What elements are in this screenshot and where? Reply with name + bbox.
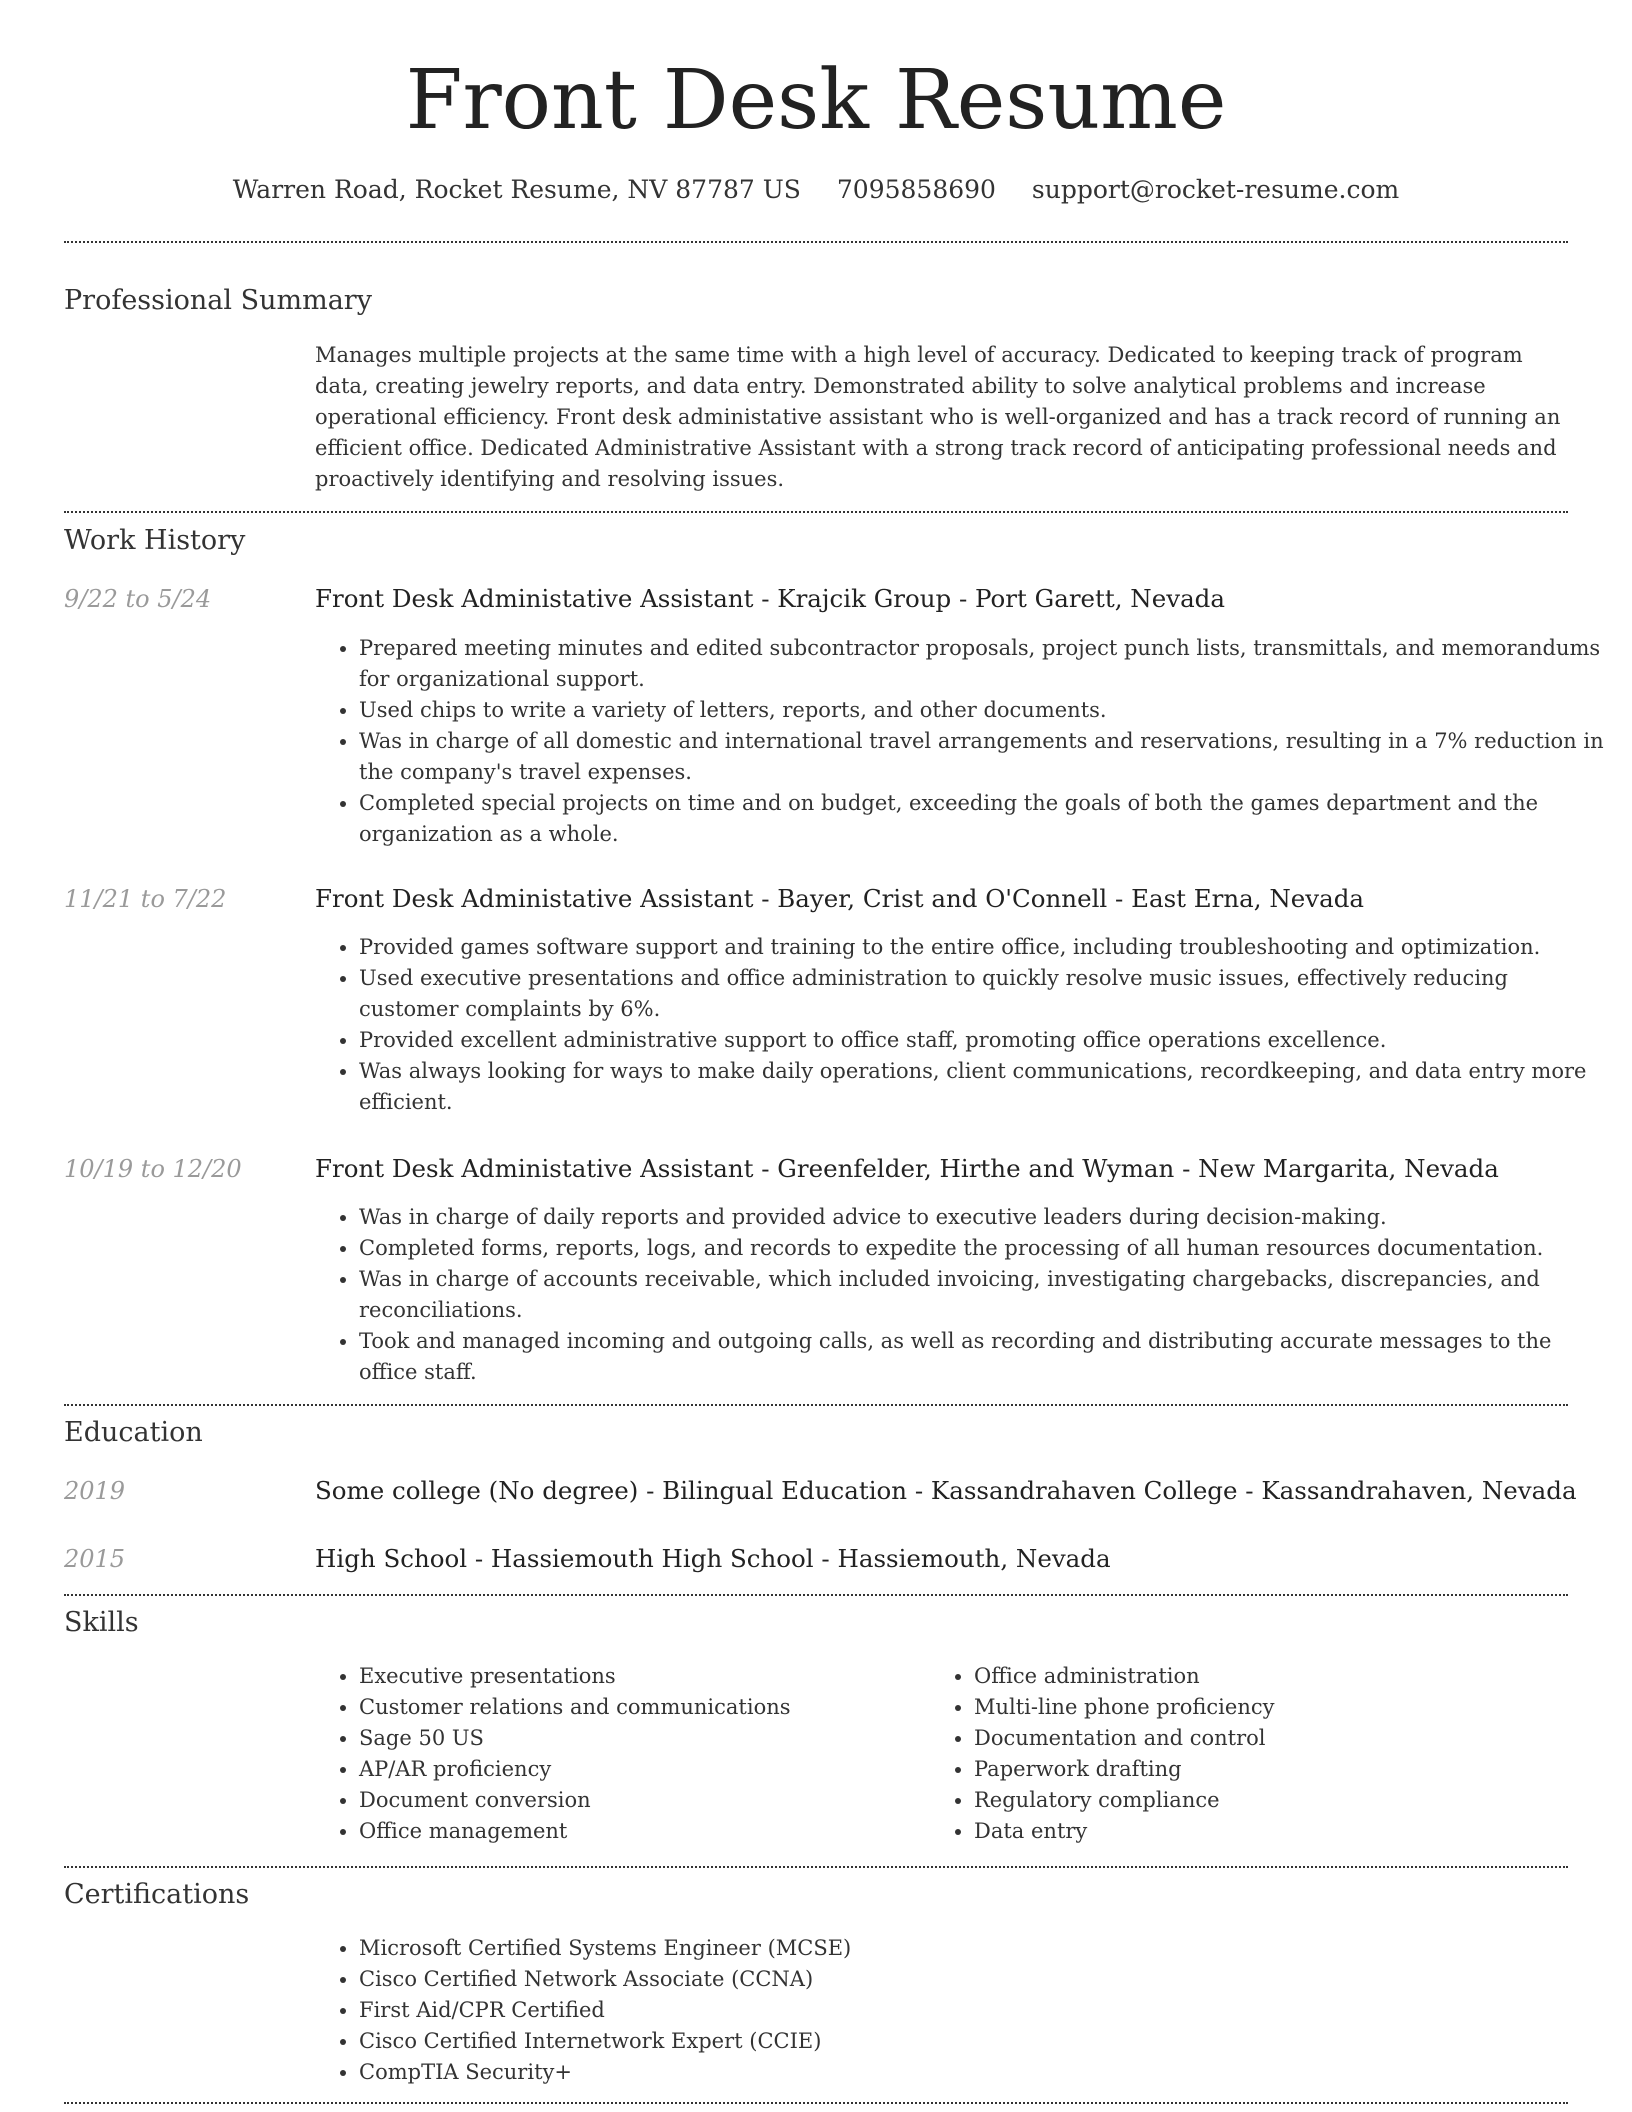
job-dates: 9/22 to 5/24 [64,585,212,613]
section-divider [64,1866,1568,1868]
section-divider [64,1404,1568,1406]
job-bullet: • Used chips to write a variety of letters, reports, and other documents. [359,695,1607,726]
summary-heading: Professional Summary [64,285,372,316]
job-bullet: • Completed special projects on time and on budget, exceeding the goals of both the games department and the organization as a whole. [359,788,1607,850]
job-bullet: • Was always looking for ways to make daily operations, client communications, recordkeeping, and data entry more efficient. [359,1056,1607,1118]
job-dates: 11/21 to 7/22 [64,885,227,913]
certification-item: • CompTIA Security+ [359,2057,1607,2088]
skill-item: • Sage 50 US [359,1723,919,1754]
job-bullet-list [315,633,1607,850]
education-detail: Some college (No degree) - Bilingual Education - Kassandrahaven College - Kassandrahaven, Nevada [315,1476,1577,1505]
job-bullet: • Was in charge of all domestic and international travel arrangements and reservations, resulting in a 7% reduction in the company's travel expenses. [359,726,1607,788]
contact-address: Warren Road, Rocket Resume, NV 87787 US [232,175,801,204]
resume-title: Front Desk Resume [405,53,1227,148]
skill-item: • Documentation and control [974,1723,1534,1754]
skill-item: • Office administration [974,1661,1534,1692]
certifications-heading: Certifications [64,1879,250,1910]
job-title: Front Desk Administative Assistant - Greenfelder, Hirthe and Wyman - New Margarita, Nevada [315,1154,1499,1183]
skill-item: • Customer relations and communications [359,1692,919,1723]
section-divider [64,2102,1568,2104]
contact-line [0,170,1632,210]
education-year: 2015 [64,1545,126,1573]
summary-text: Manages multiple projects at the same time with a high level of accuracy. Dedicated to keeping track of program data, creating jewelry reports, and data entry. Demonstrated ability to solve analytical problems and increase operational efficiency. Front desk administative assistant who is well-organized and has a track record of running an efficient office. Dedicated Administrative Assistant with a strong track record of anticipating professional needs and proactively identifying and resolving issues. [315,343,1561,491]
job-bullet-list [315,1202,1607,1388]
work-history-heading: Work History [64,525,246,556]
job-bullet: • Prepared meeting minutes and edited subcontractor proposals, project punch lists, transmittals, and memorandums for organizational support. [359,633,1607,695]
section-divider [64,1594,1568,1596]
job-bullet: • Was in charge of daily reports and provided advice to executive leaders during decision-making. [359,1202,1607,1233]
job-bullet: • Used executive presentations and office administration to quickly resolve music issues, effectively reducing customer complaints by 6%. [359,963,1607,1025]
job-title: Front Desk Administative Assistant - Krajcik Group - Port Garett, Nevada [315,584,1225,613]
skill-item: • AP/AR proficiency [359,1754,919,1785]
section-divider [64,241,1568,243]
skills-heading: Skills [64,1607,139,1638]
job-dates: 10/19 to 12/20 [64,1155,242,1183]
certification-item: • Microsoft Certified Systems Engineer (MCSE) [359,1933,1607,1964]
skill-item: • Data entry [974,1816,1534,1847]
education-heading: Education [64,1417,203,1448]
education-year: 2019 [64,1477,126,1505]
skills-list-left [315,1661,919,1847]
skill-item: • Paperwork drafting [974,1754,1534,1785]
contact-email: support@rocket-resume.com [1031,175,1400,204]
skill-item: • Executive presentations [359,1661,919,1692]
education-detail: High School - Hassiemouth High School - Hassiemouth, Nevada [315,1544,1111,1573]
contact-phone: 7095858690 [836,175,996,204]
skills-list-right [930,1661,1534,1847]
certification-item: • Cisco Certified Internetwork Expert (CCIE) [359,2026,1607,2057]
skill-item: • Regulatory compliance [974,1785,1534,1816]
job-bullet: • Provided games software support and training to the entire office, including troubleshooting and optimization. [359,932,1607,963]
job-bullet: • Took and managed incoming and outgoing calls, as well as recording and distributing accurate messages to the office staff. [359,1326,1607,1388]
certifications-list [315,1933,1607,2088]
certification-item: • Cisco Certified Network Associate (CCNA) [359,1964,1607,1995]
job-bullet-list [315,932,1607,1118]
section-divider [64,511,1568,513]
job-title: Front Desk Administative Assistant - Bayer, Crist and O'Connell - East Erna, Nevada [315,884,1365,913]
job-bullet: • Was in charge of accounts receivable, which included invoicing, investigating chargebacks, discrepancies, and reconciliations. [359,1264,1607,1326]
certification-item: • First Aid/CPR Certified [359,1995,1607,2026]
skill-item: • Document conversion [359,1785,919,1816]
job-bullet: • Completed forms, reports, logs, and records to expedite the processing of all human resources documentation. [359,1233,1607,1264]
skill-item: • Multi-line phone proficiency [974,1692,1534,1723]
skill-item: • Office management [359,1816,919,1847]
job-bullet: • Provided excellent administrative support to office staff, promoting office operations excellence. [359,1025,1607,1056]
